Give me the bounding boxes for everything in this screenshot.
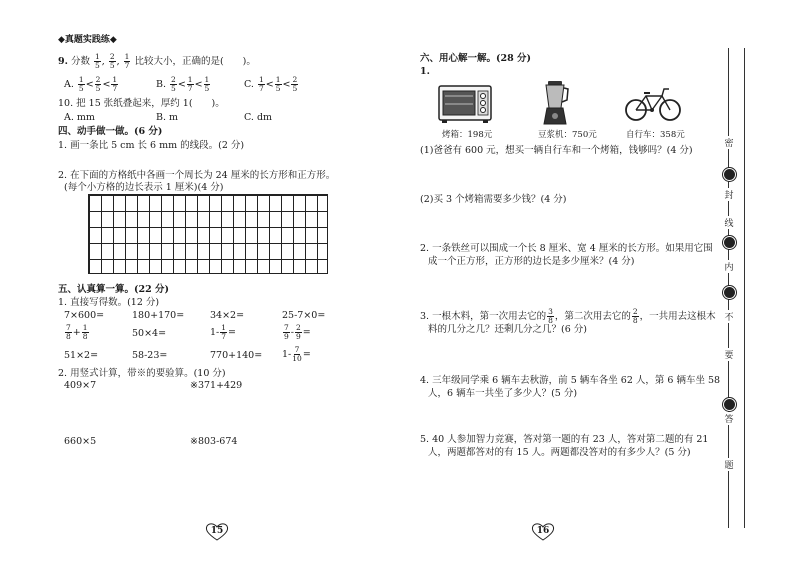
product-caption-blender: 豆浆机：750元 [538,130,597,140]
calc-item: 34×2= [210,310,245,321]
q10-option-c: C. dm [244,112,273,123]
fraction: $\frac{1}{5}$ [95,52,100,70]
section-6-q1-label: 1. [420,66,430,77]
calc-item: 50×4= [132,328,167,339]
seal-dot [723,398,736,411]
seal-char: 内 [720,260,738,273]
section-6-q1-part2: (2)买 3 个烤箱需要多少钱？(4 分) [420,194,567,205]
section-6-q4-line2: 人，6 辆车一共坐了多少人？(5 分) [428,388,578,399]
section-6-title: 六、用心解一解。(28 分) [420,53,532,64]
section-6-q3-line2: 料的几分之几？还剩几分之几？(6 分) [428,324,587,335]
question-10: 10. 把 15 张纸叠起来，厚约 1( )。 [58,98,225,109]
section-4-q2-line1: 2. 在下面的方格纸中各画一个周长为 24 厘米的长方形和正方形。 [58,170,336,181]
q9-option-a: A. $\frac{1}{5}$ < $\frac{2}{5}$ < $\frac{1}{7}$ [64,75,118,93]
vertical-calc: 660×5 [64,436,97,447]
section-5-title: 五、认真算一算。(22 分) [58,284,170,295]
section-5-q1-title: 1. 直接写得数。(12 分) [58,297,160,308]
bicycle-icon [624,86,682,122]
vertical-calc: ※371+429 [190,380,243,391]
oven-icon [438,84,492,124]
section-badge: ◆真题实践练◆ [58,35,117,45]
seal-char: 要 [720,348,738,361]
section-6-q3-line1: 3. 一根木料，第一次用去它的 $\frac{3}{8}$ ，第二次用去它的 $\frac{2}{8}$ ，一共用去这根木 [420,307,716,325]
section-6-q2-line1: 2. 一条铁丝可以围成一个长 8 厘米、宽 4 厘米的长方形。如果用它围 [420,243,713,254]
seal-dot [723,286,736,299]
q9-option-b: B. $\frac{2}{5}$ < $\frac{1}{7}$ < $\frac{1}{5}$ [156,75,210,93]
page-number: 15 [204,522,230,542]
calc-item: 25-7×0= [282,310,326,321]
seal-char: 密 [720,136,738,149]
vertical-calc: 409×7 [64,380,97,391]
seal-char: 线 [720,216,738,229]
seal-char: 题 [720,458,738,471]
fraction: $\frac{1}{7}$ [124,52,130,70]
product-caption-oven: 烤箱：198元 [442,130,493,140]
q10-option-b: B. m [156,112,179,123]
seal-char: 不 [720,310,738,323]
seal-dot [723,236,736,249]
calc-item: 58-23= [132,350,168,361]
section-6-q4-line1: 4. 三年级同学乘 6 辆车去秋游，前 5 辆车各坐 62 人，第 6 辆车坐 58 [420,375,721,386]
calc-item: $\frac{7}{9}$ - $\frac{2}{9}$ = [284,323,311,341]
q9-option-c: C. $\frac{1}{7}$ < $\frac{1}{5}$ < $\frac{2}{5}$ [244,75,298,93]
blender-icon [540,80,570,126]
section-4-q2-line2: (每个小方格的边长表示 1 厘米)(4 分) [64,182,224,193]
calc-item: 1- $\frac{1}{7}$ = [210,323,237,341]
calc-item: 7×600= [64,310,105,321]
vertical-calc: ※803-674 [190,436,238,447]
calc-item: $\frac{7}{8}$ + $\frac{1}{8}$ [66,323,88,341]
seal-line-outer [744,48,745,528]
section-6-q5-line1: 5. 40 人参加智力竞赛，答对第一题的有 23 人，答对第二题的有 21 [420,434,709,445]
seal-char: 封 [720,188,738,201]
section-4-title: 四、动手做一做。(6 分) [58,126,163,137]
seal-line-sidebar [708,48,748,528]
section-4-q1: 1. 画一条比 5 cm 长 6 mm 的线段。(2 分) [58,140,245,151]
seal-char: 答 [720,412,738,425]
q10-option-a: A. mm [64,112,95,123]
fraction: $\frac{2}{5}$ [109,52,115,70]
section-6-q2-line2: 成一个正方形，正方形的边长是多少厘米？(4 分) [428,256,635,267]
page-number: 16 [530,522,556,542]
calc-item: 51×2= [64,350,99,361]
question-9: 9. 分数 $\frac{1}{5}$ , $\frac{2}{5}$ , $\frac{1}{7}$ 比较大小，正确的是( )。 [58,52,256,70]
calc-item: 770+140= [210,350,263,361]
calc-item: 1- $\frac{7}{10}$ = [282,345,311,363]
calc-item: 180+170= [132,310,185,321]
section-5-q2-title: 2. 用竖式计算，带※的要验算。(10 分) [58,368,226,379]
section-6-q1-part1: (1)爸爸有 600 元，想买一辆自行车和一个烤箱，钱够吗？(4 分) [420,145,693,156]
section-6-q5-line2: 人，两题都答对的有 15 人。两题都没答对的有多少人？(5 分) [428,447,691,458]
seal-dot [723,168,736,181]
grid-paper[interactable] [88,194,328,274]
product-caption-bicycle: 自行车：358元 [626,130,685,140]
